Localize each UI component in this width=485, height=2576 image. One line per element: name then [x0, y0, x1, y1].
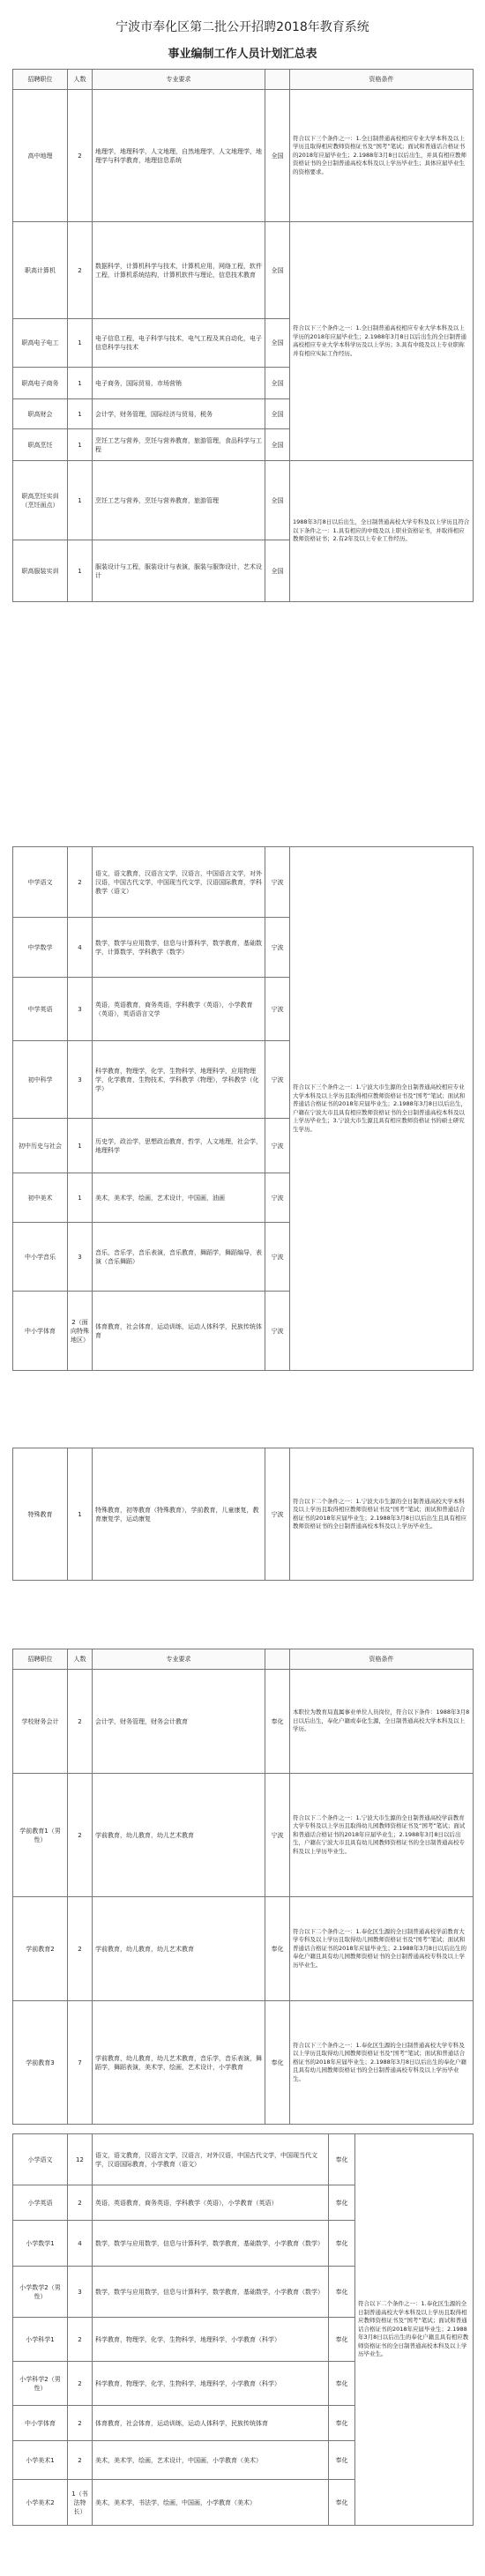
cell-position: 初中历史与社会	[13, 1119, 68, 1173]
cell-position: 学校财务会计	[13, 1670, 68, 1774]
header-num: 人数	[68, 70, 93, 90]
cell-count: 2	[68, 2362, 93, 2406]
cell-major: 历史学，政治学，思想政治教育，哲学，人文地理，社会学，地理科学	[93, 1119, 265, 1173]
cell-position: 小学数学1	[13, 2221, 68, 2267]
cell-count: 2	[68, 1774, 93, 1897]
cell-position: 小学科学2（男性）	[13, 2362, 68, 2406]
cell-area: 奉化	[329, 2267, 355, 2318]
cell-area: 奉化	[329, 2221, 355, 2267]
header-pos: 招聘职位	[13, 70, 68, 90]
cell-requirements: 符合以下三个条件之一：1.全日制普通高校相应专业大学本科及以上学历且取得相应教师资格证书及“国考”笔试；面试和普通话合格证书的2018年应届毕业生；2.1988年3月8日以后出生，并具有相应教师资格证书的全日制普通高校本科及以上学历毕业生；具体应届毕业生的资格要求。	[290, 90, 474, 222]
cell-count: 4	[68, 2221, 93, 2267]
cell-requirements: 符合以下三个条件之一：1.奉化区生源的全日制普通高校大学专科及以上学历且取得幼儿园教师资格证书及“国考”笔试；面试和普通话合格证书的2018年应届毕业生；2.1988年3月8日以后出生的奉化户籍且具有幼儿园教师资格证书的全日制普通高校专科及以上学历毕业生。	[290, 2001, 474, 2125]
cell-major: 体育教育，社会体育，运动训练，运动人体科学，民族传统体育	[93, 1292, 265, 1371]
cell-count: 1	[68, 429, 93, 461]
cell-position: 小学语文	[13, 2134, 68, 2185]
cell-requirements: 符合以下二个条件之一：1.宁波大市生源的全日制普通高校学前教育大学专科及以上学历且取得幼儿园教师资格证书及“国考”笔试；面试和普通话合格证书的2018年应届毕业生；2.1988年3月8日以后出生，户籍在宁波大市且具有幼儿园教师资格证书的全日制普通高校专科及以上学历毕业生。	[290, 1774, 474, 1897]
cell-position: 初中美术	[13, 1173, 68, 1223]
cell-major: 语文，语文教育，汉语言文学，汉语言，中国语言文学，对外汉语，中国古代文学，中国现当代文学，汉语国际教育，学科教学（语文）	[93, 847, 265, 918]
cell-position: 职高烹饪	[13, 429, 68, 461]
cell-area: 奉化	[329, 2480, 355, 2526]
cell-requirements: 1988年3月8日以后出生，全日制普通高校大学专科及以上学历且符合以下条件之一：1.具有相应的中级及以上职业资格证书，并取得相应教师资格证书；2.有2年及以上专业工作经历。	[290, 461, 474, 602]
cell-position: 中小学体育	[13, 2406, 68, 2441]
cell-major: 烹饪工艺与营养，烹饪与营养教育，旅游管理，食品科学与工程	[93, 429, 265, 461]
cell-count: 7	[68, 2001, 93, 2125]
cell-area: 宁波	[265, 918, 290, 978]
table-header-row	[13, 1649, 474, 1670]
cell-position: 小学美术1	[13, 2441, 68, 2480]
cell-requirements: 符合以下二个条件之一：1.奉化区生源的全日制普通高校大学本科及以上学历且取得相应教师资格证书及“国考”笔试；面试和普通话合格证书的2018年应届毕业生；2.1988年3月8日以后出生的奉化户籍且具有相应教师资格证书的全日制普通高校本科及以上学历毕业生。	[355, 2134, 474, 2526]
header-area	[265, 1649, 290, 1670]
table-row	[13, 1448, 474, 1581]
cell-requirements: 本职位为教育局直属事业单位人员岗位，符合以下条件：1988年3月8日以后出生，奉化户籍或奉化生源，全日制普通高校大学本科及以上学历。	[290, 1670, 474, 1774]
cell-area: 宁波	[265, 847, 290, 918]
cell-requirements: 符合以下三个条件之一：1.全日制普通高校相应专业大学本科及以上学历的2018年应届毕业生；2.1988年3月8日以后出生的全日制普通高校相应专业大学本科学历及以上学历；3.具有中级及以上专业职称并有相应实际工作经历。	[290, 222, 474, 461]
header-num: 人数	[68, 1649, 93, 1670]
cell-count: 1（书法特长）	[68, 2480, 93, 2526]
header-major: 专业要求	[93, 70, 265, 90]
cell-major: 数据科学，计算机科学与技术，计算机应用，网络工程，软件工程，计算机系统结构，计算机软件与理论，信息技术教育	[93, 222, 265, 319]
page-title: 宁波市奉化区第二批公开招聘2018年教育系统	[116, 20, 369, 34]
table-3	[12, 1448, 474, 1581]
cell-major: 会计学，财务管理，国际经济与贸易，税务	[93, 399, 265, 429]
table-row	[13, 2134, 474, 2185]
cell-requirements: 符合以下二个条件之一：1.宁波大市生源的全日制普通高校大学本科及以上学历且取得相应教师资格证书及“国考”笔试；面试和普通话合格证书的2018年应届毕业生；2.1988年3月8日以后出生且具有相应教师资格证书的全日制普通高校本科及以上学历毕业生。	[290, 1448, 474, 1581]
cell-position: 小学美术2	[13, 2480, 68, 2526]
cell-major: 英语，英语教育，商务英语，学科教学（英语），小学教育（英语）	[93, 2185, 329, 2221]
cell-count: 1	[68, 399, 93, 429]
cell-position: 中学语文	[13, 847, 68, 918]
cell-requirements: 符合以下三个条件之一：1.宁波大市生源的全日制普通高校相应专业大学本科及以上学历且取得相应教师资格证书及“国考”笔试；面试和普通话合格证书的2018年应届毕业生；2.1988年3月8日以后出生，户籍在宁波大市且具有相应教师资格证书的全日制普通高校本科及以上学历毕业生；3.宁波大市生源且具有相应教师资格证书的硕士研究生学历。	[290, 847, 474, 1371]
cell-major: 科学教育，物理学，化学，生物科学，地理科学，应用物理学，化学教育，生物技术，学科教学（物理），学科教学（化学）	[93, 1041, 265, 1119]
cell-area: 全国	[265, 429, 290, 461]
cell-count: 1	[68, 1119, 93, 1173]
cell-major: 服装设计与工程，服装设计与表演，服装与服饰设计，艺术设计	[93, 540, 265, 602]
cell-major: 数学，数学与应用数学，信息与计算科学，数学教育，基础数学，小学教育（数学）	[93, 2221, 329, 2267]
cell-count: 2	[68, 2406, 93, 2441]
cell-major: 会计学，财务管理，财务会计教育	[93, 1670, 265, 1774]
cell-position: 特殊教育	[13, 1448, 68, 1581]
cell-count: 2	[68, 90, 93, 222]
cell-area: 全国	[265, 399, 290, 429]
cell-area: 全国	[265, 222, 290, 319]
cell-major: 学前教育，幼儿教育，幼儿艺术教育，音乐学，音乐表演，舞蹈学，舞蹈表演，美术学，绘画，艺术设计，小学教育	[93, 2001, 265, 2125]
table-4	[12, 1649, 474, 2125]
header-pos: 招聘职位	[13, 1649, 68, 1670]
cell-area: 全国	[265, 90, 290, 222]
cell-area: 全国	[265, 368, 290, 399]
cell-count: 2	[68, 222, 93, 319]
cell-count: 2	[68, 2185, 93, 2221]
cell-area: 宁波	[265, 1041, 290, 1119]
table-row	[13, 222, 474, 319]
cell-area: 宁波	[265, 1173, 290, 1223]
cell-requirements: 符合以下二个条件之一：1.奉化区生源的全日制普通高校学前教育大学专科及以上学历且取得幼儿园教师资格证书及“国考”笔试；面试和普通话合格证书的2018年应届毕业生；2.1988年3月8日以后出生的奉化户籍且具有幼儿园教师资格证书的全日制普通高校专科及以上学历毕业生。	[290, 1897, 474, 2001]
cell-area: 奉化	[329, 2441, 355, 2480]
cell-area: 奉化	[329, 2185, 355, 2221]
cell-area: 奉化	[265, 1670, 290, 1774]
cell-position: 学前教育2	[13, 1897, 68, 2001]
table-1	[12, 69, 474, 602]
table-row	[13, 1897, 474, 2001]
cell-position: 中小学体育	[13, 1292, 68, 1371]
table-row	[13, 1774, 474, 1897]
cell-position: 初中科学	[13, 1041, 68, 1119]
cell-major: 学前教育，幼儿教育，幼儿艺术教育	[93, 1774, 265, 1897]
cell-area: 奉化	[329, 2362, 355, 2406]
cell-area: 奉化	[265, 2001, 290, 2125]
cell-count: 2	[68, 1897, 93, 2001]
cell-position: 职高电子电工	[13, 319, 68, 368]
cell-position: 小学数学2（男性）	[13, 2267, 68, 2318]
cell-position: 学前教育3	[13, 2001, 68, 2125]
cell-area: 全国	[265, 319, 290, 368]
cell-area: 宁波	[265, 1774, 290, 1897]
table-row	[13, 847, 474, 918]
cell-count: 1	[68, 461, 93, 540]
cell-major: 电子商务，国际贸易，市场营销	[93, 368, 265, 399]
cell-major: 特殊教育，初等教育（特殊教育），学前教育，儿童康复，教育康复学，运动康复	[93, 1448, 265, 1581]
cell-major: 地理学，地理科学，人文地理，自然地理学，人文地理学，地理学与科学教育，地理信息系统	[93, 90, 265, 222]
cell-count: 1	[68, 1173, 93, 1223]
cell-count: 1	[68, 319, 93, 368]
cell-count: 2	[68, 1670, 93, 1774]
cell-major: 科学教育，物理学，化学，生物科学，地理科学，小学教育（科学）	[93, 2362, 329, 2406]
cell-major: 美术，美术学，书法学，绘画，中国画，小学教育（美术）	[93, 2480, 329, 2526]
cell-area: 宁波	[265, 1119, 290, 1173]
cell-count: 2	[68, 2318, 93, 2362]
table-row	[13, 2001, 474, 2125]
cell-position: 小学英语	[13, 2185, 68, 2221]
cell-count: 1	[68, 540, 93, 602]
cell-count: 3	[68, 2267, 93, 2318]
cell-major: 数学，数学与应用数学，信息与计算科学，数学教育，基础数学，小学教育（数学）	[93, 2267, 329, 2318]
cell-area: 奉化	[329, 2134, 355, 2185]
cell-count: 3	[68, 978, 93, 1041]
page-subtitle: 事业编制工作人员计划汇总表	[168, 48, 317, 61]
cell-count: 2（面向特殊地区）	[68, 1292, 93, 1371]
cell-position: 职高服装实训	[13, 540, 68, 602]
cell-count: 3	[68, 1041, 93, 1119]
table-row	[13, 90, 474, 222]
cell-area: 全国	[265, 461, 290, 540]
cell-position: 中学英语	[13, 978, 68, 1041]
cell-position: 高中地理	[13, 90, 68, 222]
cell-area: 宁波	[265, 1223, 290, 1292]
table-row	[13, 1670, 474, 1774]
cell-area: 宁波	[265, 978, 290, 1041]
cell-position: 小学科学1	[13, 2318, 68, 2362]
cell-major: 烹饪工艺与营养，烹饪与营养教育，旅游管理	[93, 461, 265, 540]
cell-major: 体育教育，社会体育，运动训练，运动人体科学，民族传统体育	[93, 2406, 329, 2441]
cell-position: 职高计算机	[13, 222, 68, 319]
header-area	[265, 70, 290, 90]
cell-position: 中小学音乐	[13, 1223, 68, 1292]
table-2	[12, 846, 474, 1371]
cell-position: 职高电子商务	[13, 368, 68, 399]
cell-major: 电子信息工程，电子科学与技术，电气工程及其自动化，电子信息科学与技术	[93, 319, 265, 368]
header-req: 资格条件	[290, 1649, 474, 1670]
cell-count: 12	[68, 2134, 93, 2185]
table-5	[12, 2133, 474, 2526]
header-req: 资格条件	[290, 70, 474, 90]
cell-position: 职高烹饪实训（烹饪面点）	[13, 461, 68, 540]
cell-area: 奉化	[265, 1897, 290, 2001]
cell-count: 3	[68, 1223, 93, 1292]
header-major: 专业要求	[93, 1649, 265, 1670]
cell-area: 宁波	[265, 1292, 290, 1371]
cell-major: 英语，英语教育，商务英语，学科教学（英语），小学教育（英语），英语语言文学	[93, 978, 265, 1041]
cell-area: 全国	[265, 540, 290, 602]
cell-position: 学前教育1（男性）	[13, 1774, 68, 1897]
cell-major: 美术，美术学，绘画，艺术设计，中国画，油画	[93, 1173, 265, 1223]
cell-major: 音乐，音乐学，音乐表演，音乐教育，舞蹈学，舞蹈编导，表演（音乐舞蹈）	[93, 1223, 265, 1292]
table-header-row	[13, 70, 474, 90]
cell-position: 职高财会	[13, 399, 68, 429]
cell-major: 语文，语文教育，汉语言文学，汉语言，对外汉语，中国古代文学，中国现当代文学，汉语国际教育，小学教育（语文）	[93, 2134, 329, 2185]
table-row	[13, 461, 474, 540]
cell-area: 奉化	[329, 2318, 355, 2362]
cell-area: 宁波	[265, 1448, 290, 1581]
cell-count: 1	[68, 368, 93, 399]
cell-count: 4	[68, 918, 93, 978]
cell-major: 数学，数学与应用数学，信息与计算科学，数学教育，基础数学，计算数学，学科教学（数学）	[93, 918, 265, 978]
cell-count: 2	[68, 847, 93, 918]
cell-area: 奉化	[329, 2406, 355, 2441]
cell-major: 学前教育，幼儿教育，幼儿艺术教育	[93, 1897, 265, 2001]
cell-count: 2	[68, 2441, 93, 2480]
cell-major: 科学教育，物理学，化学，生物科学，地理科学，小学教育（科学）	[93, 2318, 329, 2362]
cell-major: 美术，美术学，绘画，艺术设计，中国画，小学教育（美术）	[93, 2441, 329, 2480]
cell-count: 1	[68, 1448, 93, 1581]
cell-position: 中学数学	[13, 918, 68, 978]
